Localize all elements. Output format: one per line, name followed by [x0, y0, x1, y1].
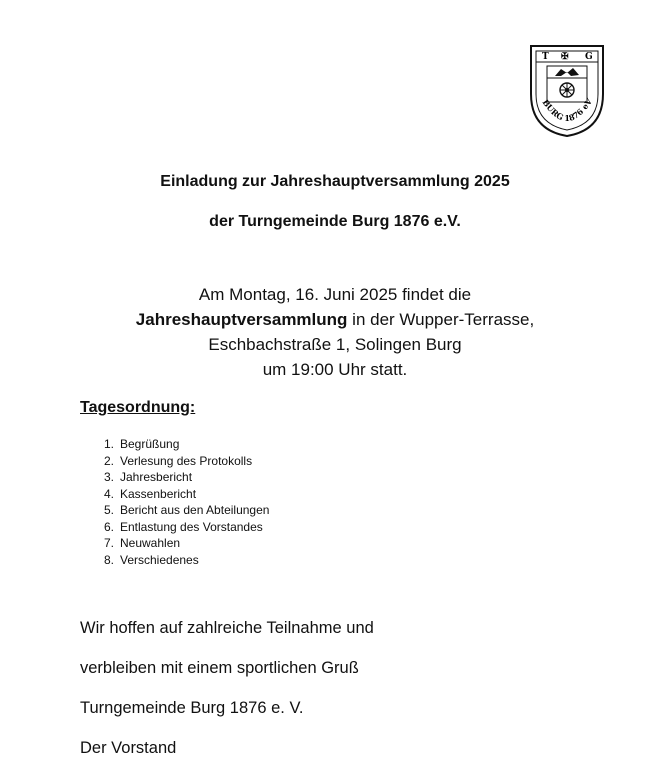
closing-line-3: Turngemeinde Burg 1876 e. V. — [80, 699, 304, 717]
list-item — [80, 552, 269, 569]
intro-line-1: Am Montag, 16. Juni 2025 findet die — [198, 285, 472, 304]
list-item-label: Neuwahlen — [120, 536, 181, 550]
intro-line-4: um 19:00 Uhr statt. — [262, 360, 408, 379]
intro-line-2-rest: in der Wupper-Terrasse, — [347, 310, 535, 329]
list-item-number: 4. — [103, 486, 114, 501]
svg-text:BURG 1876 eV: BURG 1876 eV — [540, 96, 595, 124]
list-item — [80, 469, 269, 486]
list-item-number: 3. — [103, 470, 114, 484]
svg-text:G: G — [585, 52, 593, 62]
agenda-list — [80, 436, 269, 568]
svg-text:✠: ✠ — [561, 52, 569, 62]
list-item — [80, 502, 269, 519]
list-item — [80, 436, 269, 453]
title-line-1: Einladung zur Jahreshauptversammlung 2025 — [160, 173, 510, 190]
club-logo — [527, 42, 607, 138]
intro-line-3: Eschbachstraße 1, Solingen Burg — [208, 335, 462, 354]
list-item-label: Begrüßung — [120, 437, 180, 451]
list-item-number: 5. — [103, 503, 114, 517]
list-item-label: Jahresbericht — [120, 470, 193, 484]
list-item-number: 8. — [103, 552, 114, 567]
list-item-label: Entlastung des Vorstandes — [120, 519, 263, 534]
closing-line-4: Der Vorstand — [80, 739, 177, 757]
list-item-label: Kassenbericht — [120, 486, 197, 501]
agenda-heading: Tagesordnung: — [80, 399, 196, 416]
closing-line-2: verbleiben mit einem sportlichen Gruß — [80, 659, 359, 677]
list-item-number: 7. — [103, 536, 114, 550]
list-item — [80, 453, 269, 470]
list-item-number: 2. — [103, 453, 114, 468]
intro-bold-term: Jahreshauptversammlung — [135, 310, 348, 329]
list-item-label: Verlesung des Protokolls — [120, 453, 253, 468]
intro-line-2 — [0, 307, 670, 332]
closing-line-1: Wir hoffen auf zahlreiche Teilnahme und — [80, 619, 374, 637]
list-item-label: Verschiedenes — [120, 552, 199, 567]
intro-paragraph — [0, 282, 670, 382]
list-item — [80, 519, 269, 536]
list-item-label: Bericht aus den Abteilungen — [120, 503, 270, 517]
title-line-2: der Turngemeinde Burg 1876 e.V. — [209, 213, 461, 230]
list-item — [80, 535, 269, 552]
list-item — [80, 486, 269, 503]
list-item-number: 1. — [103, 437, 114, 451]
list-item-number: 6. — [103, 519, 114, 534]
svg-text:T: T — [542, 52, 549, 62]
